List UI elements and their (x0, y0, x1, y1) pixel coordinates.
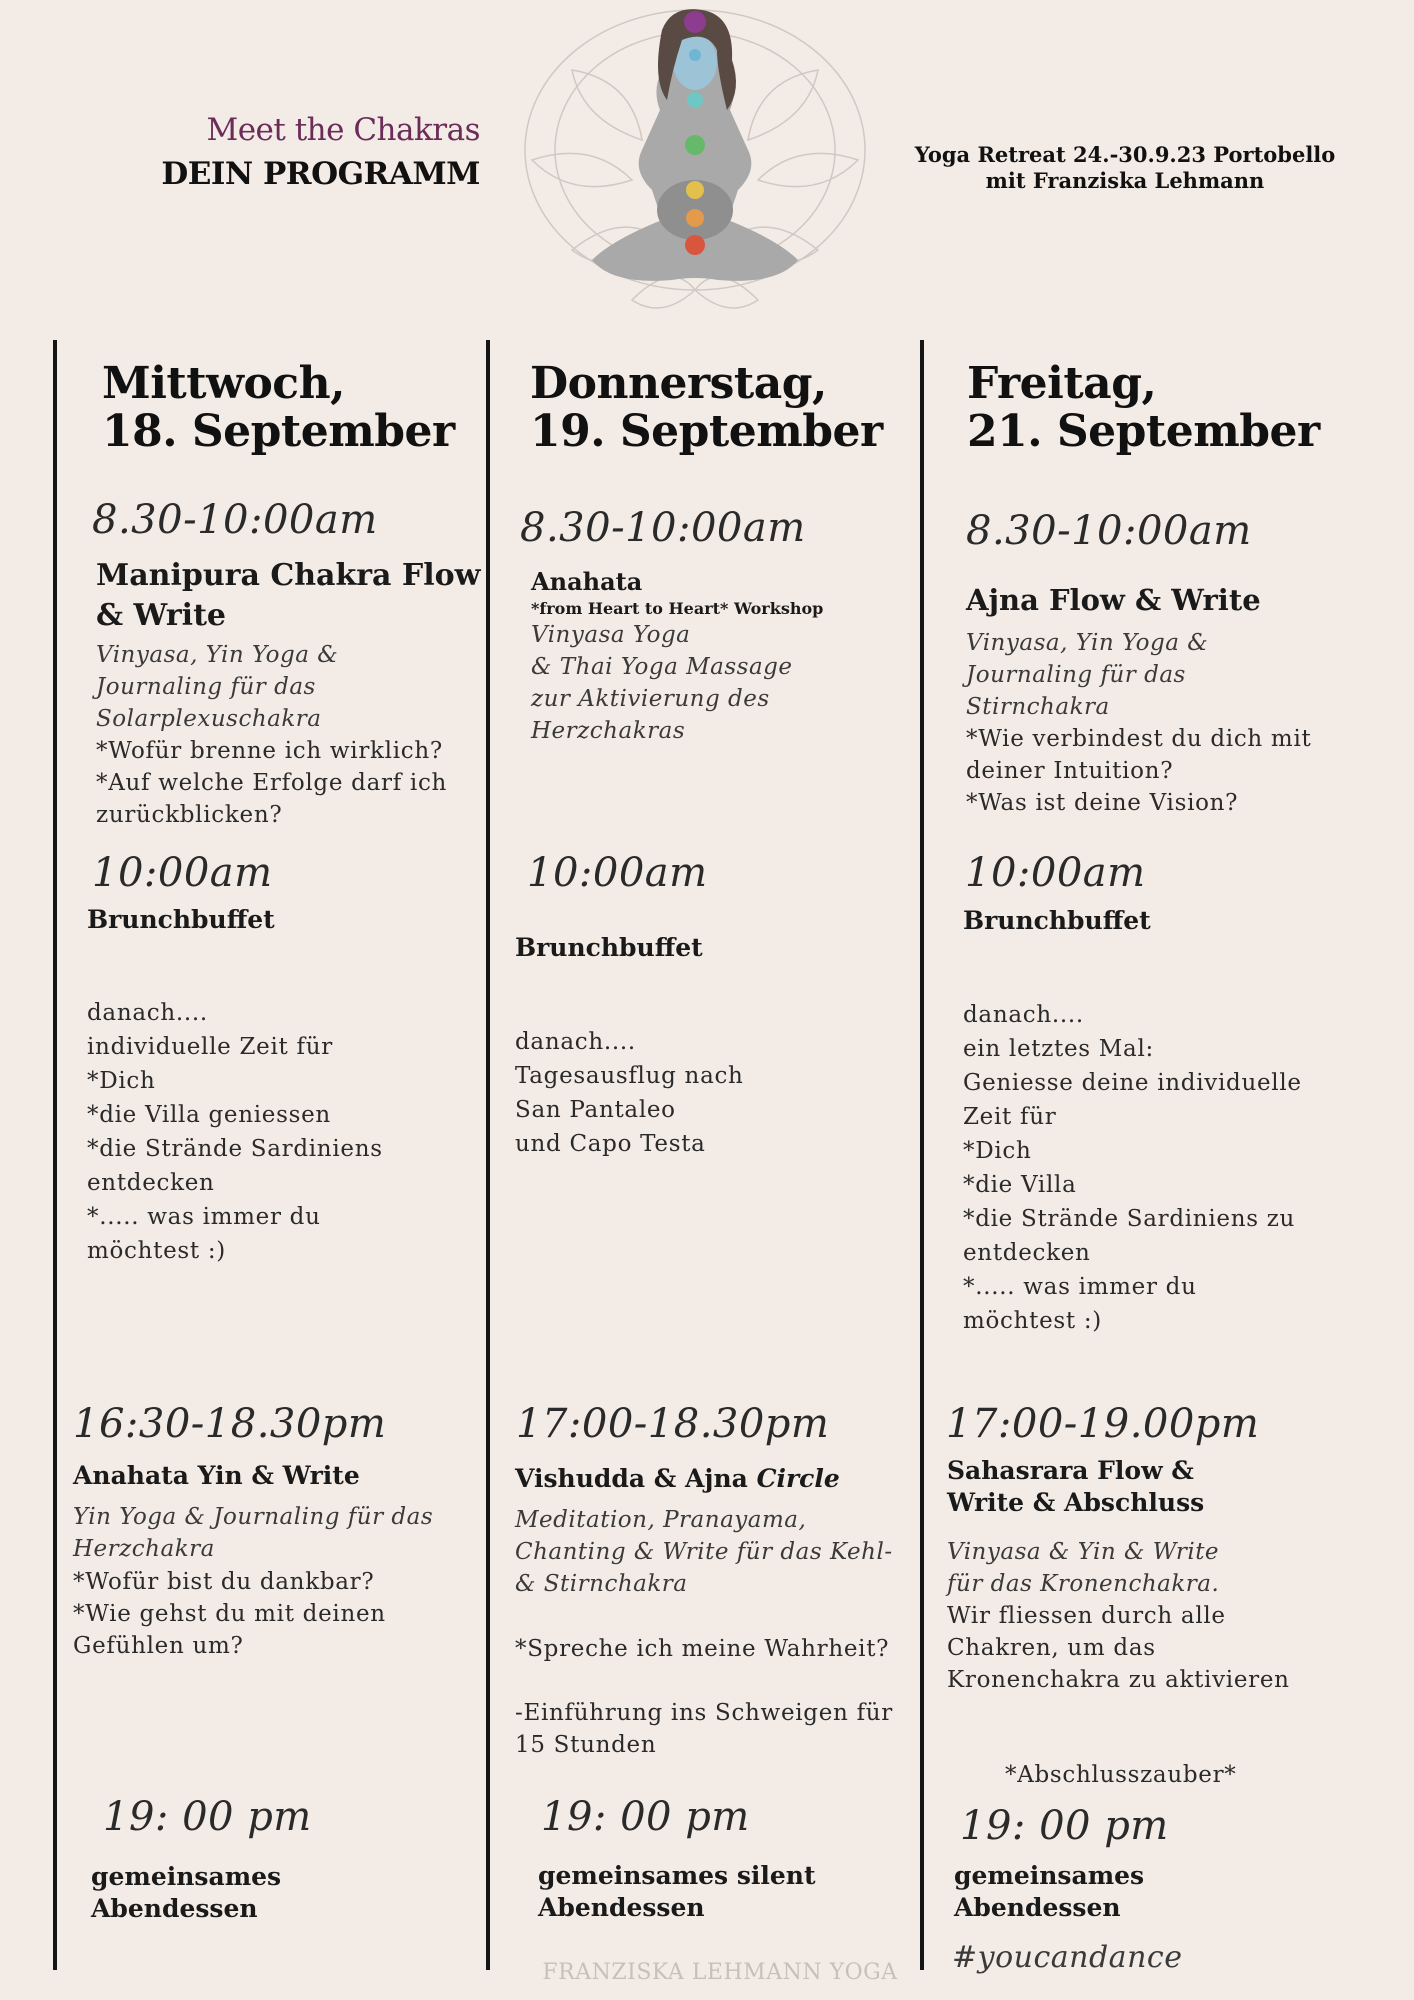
desc-line: & Thai Yoga Massage (531, 654, 793, 680)
question-line: Gefühlen um? (73, 1633, 244, 1659)
event-title-dinner (954, 1860, 1144, 1924)
question-line: deiner Intuition? (966, 758, 1174, 784)
text-line: *die Strände Sardiniens zu (963, 1206, 1296, 1232)
free-time-text (963, 998, 1302, 1338)
time-evening: 17:00-18.30pm (516, 1401, 830, 1447)
event-desc-evening (73, 1501, 433, 1565)
note-line: 15 Stunden (515, 1732, 657, 1758)
event-title-evening (515, 1463, 840, 1495)
footer-brand: FRANZISKA LEHMANN YOGA (542, 1960, 898, 1985)
column-divider-right (920, 340, 924, 1970)
time-brunch: 10:00am (965, 850, 1146, 896)
time-evening: 17:00-19.00pm (946, 1401, 1260, 1447)
program-title: Meet the Chakras (206, 112, 480, 148)
event-text-evening (947, 1600, 1290, 1696)
text-line: *die Strände Sardiniens (87, 1136, 383, 1162)
column-divider-left (53, 340, 57, 1970)
event-title-brunch: Brunchbuffet (963, 906, 1151, 935)
program-subtitle: DEIN PROGRAMM (161, 156, 480, 192)
meditating-woman-image (512, 0, 878, 315)
desc-line: Chanting & Write für das Kehl- (515, 1539, 893, 1565)
note-line: -Einführung ins Schweigen für (515, 1700, 893, 1726)
text-line: *Dich (87, 1068, 156, 1094)
event-title-brunch: Brunchbuffet (515, 933, 703, 962)
event-title-line: Write & Abschluss (947, 1488, 1205, 1517)
desc-line: Vinyasa, Yin Yoga & (966, 630, 1209, 656)
text-line: und Capo Testa (515, 1131, 706, 1157)
day-date: 21. September (967, 406, 1320, 457)
time-morning: 8.30-10:00am (92, 497, 378, 543)
text-line: entdecken (963, 1240, 1091, 1266)
text-line: danach.... (515, 1029, 636, 1055)
dinner-line: gemeinsames silent (538, 1861, 816, 1890)
time-morning: 8.30-10:00am (966, 508, 1252, 554)
text-line: Chakren, um das (947, 1635, 1156, 1661)
question-line: *Wofür brenne ich wirklich? (96, 738, 443, 764)
event-subtitle-morning: *from Heart to Heart* Workshop (531, 599, 824, 618)
text-line: entdecken (87, 1170, 215, 1196)
desc-line: Journaling für das (966, 662, 1186, 688)
free-time-text (87, 996, 383, 1268)
text-line: Tagesausflug nach (515, 1063, 744, 1089)
time-brunch: 10:00am (527, 850, 708, 896)
desc-line: Meditation, Pranayama, (515, 1507, 807, 1533)
text-line: möchtest :) (87, 1238, 226, 1264)
column-divider-middle (486, 340, 490, 1970)
question-line: *Wofür bist du dankbar? (73, 1569, 375, 1595)
question-line: *Wie verbindest du dich mit (966, 726, 1312, 752)
time-dinner: 19: 00 pm (103, 1794, 312, 1840)
event-title-line: Manipura Chakra Flow (96, 558, 481, 593)
desc-line: Vinyasa & Yin & Write (947, 1539, 1220, 1565)
retreat-info (900, 142, 1350, 194)
question-line: zurückblicken? (96, 802, 283, 828)
text-line: individuelle Zeit für (87, 1034, 333, 1060)
day-name: Donnerstag, (530, 358, 827, 409)
retreat-line-1: Yoga Retreat 24.-30.9.23 Portobello (914, 142, 1336, 167)
text-line: Geniesse deine individuelle (963, 1070, 1302, 1096)
event-title-evening: Anahata Yin & Write (73, 1461, 360, 1490)
event-question-evening (515, 1633, 889, 1665)
time-dinner: 19: 00 pm (541, 1794, 750, 1840)
text-line: Kronenchakra zu aktivieren (947, 1667, 1290, 1693)
event-title-dinner (91, 1861, 281, 1925)
desc-line: Solarplexuschakra (96, 706, 322, 732)
dinner-line: gemeinsames (91, 1862, 282, 1891)
day-name: Freitag, (967, 358, 1157, 409)
event-title-line: Sahasrara Flow & (947, 1456, 1194, 1485)
desc-line: zur Aktivierung des (531, 686, 770, 712)
text-line: Zeit für (963, 1104, 1057, 1130)
desc-line: Journaling für das (96, 674, 316, 700)
event-title-evening (947, 1455, 1204, 1519)
text-line: *..... was immer du (87, 1204, 321, 1230)
text-line: San Pantaleo (515, 1097, 676, 1123)
text-line: ein letztes Mal: (963, 1036, 1154, 1062)
question-line: *Was ist deine Vision? (966, 790, 1239, 816)
desc-line: Stirnchakra (966, 694, 1110, 720)
day-date: 18. September (102, 406, 455, 457)
desc-line: & Stirnchakra (515, 1571, 688, 1597)
day-heading-wednesday (102, 360, 455, 456)
event-title-dinner (538, 1860, 816, 1924)
text-line: danach.... (87, 1000, 208, 1026)
event-questions-morning (966, 723, 1311, 819)
text-line: *..... was immer du (963, 1274, 1197, 1300)
event-desc-morning (96, 639, 338, 735)
desc-line: Vinyasa, Yin Yoga & (96, 642, 339, 668)
retreat-line-2: mit Franziska Lehmann (985, 168, 1265, 193)
dinner-line: Abendessen (954, 1893, 1121, 1922)
time-morning: 8.30-10:00am (520, 505, 806, 551)
dinner-line: Abendessen (91, 1894, 258, 1923)
desc-line: Vinyasa Yoga (531, 622, 691, 648)
event-desc-morning (966, 627, 1208, 723)
event-title-morning: Ajna Flow & Write (966, 583, 1261, 617)
desc-line: Herzchakra (73, 1536, 215, 1562)
day-date: 19. September (530, 406, 883, 457)
event-questions-evening (73, 1566, 386, 1662)
excursion-text (515, 1025, 744, 1161)
day-heading-thursday (530, 360, 883, 456)
desc-line: für das Kronenchakra. (947, 1571, 1220, 1597)
hashtag: #youcandance (952, 1940, 1183, 1975)
time-brunch: 10:00am (92, 850, 273, 896)
event-title-morning (96, 556, 480, 636)
event-title-text: Vishudda & Ajna (515, 1464, 748, 1493)
dinner-line: Abendessen (538, 1893, 705, 1922)
closing-magic-note: *Abschlusszauber* (1005, 1762, 1237, 1788)
time-dinner: 19: 00 pm (960, 1803, 1169, 1849)
text-line: *die Villa geniessen (87, 1102, 331, 1128)
event-desc-evening (947, 1536, 1219, 1600)
text-line: möchtest :) (963, 1308, 1102, 1334)
event-title-line: & Write (96, 598, 227, 633)
event-title-brunch: Brunchbuffet (87, 905, 275, 934)
event-desc-morning (531, 619, 793, 747)
text-line: *Dich (963, 1138, 1032, 1164)
question-line: *Spreche ich meine Wahrheit? (515, 1636, 890, 1662)
question-line: *Wie gehst du mit deinen (73, 1601, 386, 1627)
day-name: Mittwoch, (102, 358, 345, 409)
time-evening: 16:30-18.30pm (73, 1401, 387, 1447)
text-line: Wir fliessen durch alle (947, 1603, 1226, 1629)
desc-line: Yin Yoga & Journaling für das (73, 1504, 434, 1530)
text-line: danach.... (963, 1002, 1084, 1028)
event-title-morning: Anahata (531, 567, 643, 596)
day-heading-friday (967, 360, 1320, 456)
dinner-line: gemeinsames (954, 1861, 1145, 1890)
desc-line: Herzchakras (531, 718, 686, 744)
text-line: *die Villa (963, 1172, 1077, 1198)
question-line: *Auf welche Erfolge darf ich (96, 770, 448, 796)
event-desc-evening (515, 1504, 893, 1600)
event-title-italic: Circle (756, 1464, 840, 1493)
event-note-evening (515, 1697, 893, 1761)
event-questions-morning (96, 735, 447, 831)
